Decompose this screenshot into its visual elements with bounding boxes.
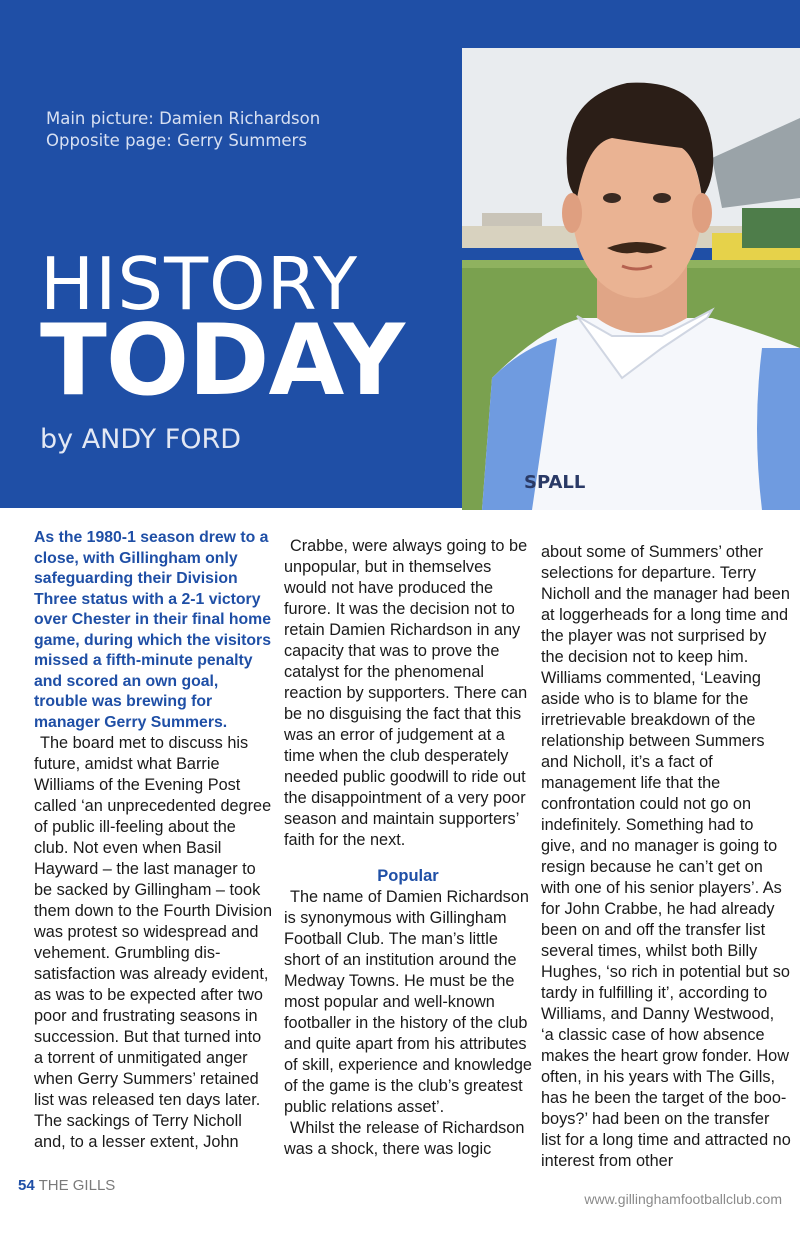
caption-opposite-page: Opposite page: Gerry Summers — [46, 131, 307, 150]
website-url: www.gillinghamfootballclub.com — [584, 1191, 782, 1207]
article-column-1 — [34, 528, 274, 1153]
article-column-3 — [541, 542, 791, 1172]
main-photo — [462, 48, 800, 510]
article-paragraph-3: The name of Damien Richardson is synonymous with Gillingham Football Club. The man’s little short of an institution around the Medway Towns. He must be the most popular and well-known footballer in the history of the club and quite apart from his attributes of skill, experience and knowledge of the game is the club’s greatest public relations asset’. — [284, 888, 532, 1116]
article-column-2 — [284, 536, 532, 1160]
title-line-today: TODAY — [40, 303, 404, 418]
article-paragraph-1: The board met to discuss his future, amidst what Barrie Williams of the Evening Post called ‘an unprecedented degree of public ill-feeling about the club. Not even when Basil Hayward – the last manager to be sacked by Gillingham – took them down to the Fourth Division was protest so widespread and vehement. Grumbling dis-satisfaction was already evident, as was to be expected after two poor and frustrating seasons in succession. But that turned into a torrent of unmitigated anger when Gerry Summers’ retained list was released ten days later. The sackings of Terry Nicholl and, to a lesser extent, John — [34, 734, 273, 1151]
byline: by ANDY FORD — [40, 424, 242, 455]
article-lead: As the 1980-1 season drew to a close, with Gillingham only safeguarding their Division Three status with a 2-1 victory over Chester in their final home game, during which the visitors missed a fifth-minute penalty and scored an own goal, trouble was brewing for manager Gerry Summers. — [34, 529, 272, 731]
page-title — [40, 242, 404, 418]
caption-main-picture: Main picture: Damien Richardson — [46, 109, 321, 128]
page-number: 54 — [18, 1177, 35, 1194]
shirt-sponsor-text: SPALL — [524, 472, 586, 493]
article-subheading: Popular — [377, 867, 439, 885]
photo-captions — [46, 108, 320, 152]
article-paragraph-2: Crabbe, were always going to be unpopular, but in themselves would not have produced the furore. It was the decision not to retain Damien Richardson in any capacity that was to prove the catalyst for the phenomenal reaction by supporters. There can be no disguising the fact that this was an error of judgement at a time when the club desperately needed public goodwill to ride out the disappointment of a very poor season and maintain supporters’ faith for the next. — [284, 537, 528, 849]
article-paragraph-4: Whilst the release of Richardson was a shock, there was logic — [284, 1119, 525, 1158]
publication-name: THE GILLS — [38, 1177, 116, 1194]
article-paragraph-5: about some of Summers’ other selections for departure. Terry Nicholl and the manager had been at loggerheads for a long time and the player was not surprised by the decision not to keep him. Williams commented, ‘Leaving aside who is to blame for the irretrievable breakdown of the relationship between Summers and Nicholl, it’s a fact of management life that the confrontation could not go on indefinitely. Something had to give, and no manager is going to resign because he can’t get on with one of his senior players’. As for John Crabbe, he had already been on and off the transfer list several times, whilst both Billy Hughes, ‘so rich in potential but so tardy in fulfilling it’, according to Williams, and Danny Westwood, ‘a classic case of how absence makes the heart grow fonder. How often, in his years with The Gills, has he been the target of the boo-boys?’ had been on the transfer list for a long time and attracted no interest from other — [541, 543, 791, 1170]
page-footer-left — [18, 1177, 115, 1194]
title-line-history: HISTORY — [40, 242, 359, 326]
